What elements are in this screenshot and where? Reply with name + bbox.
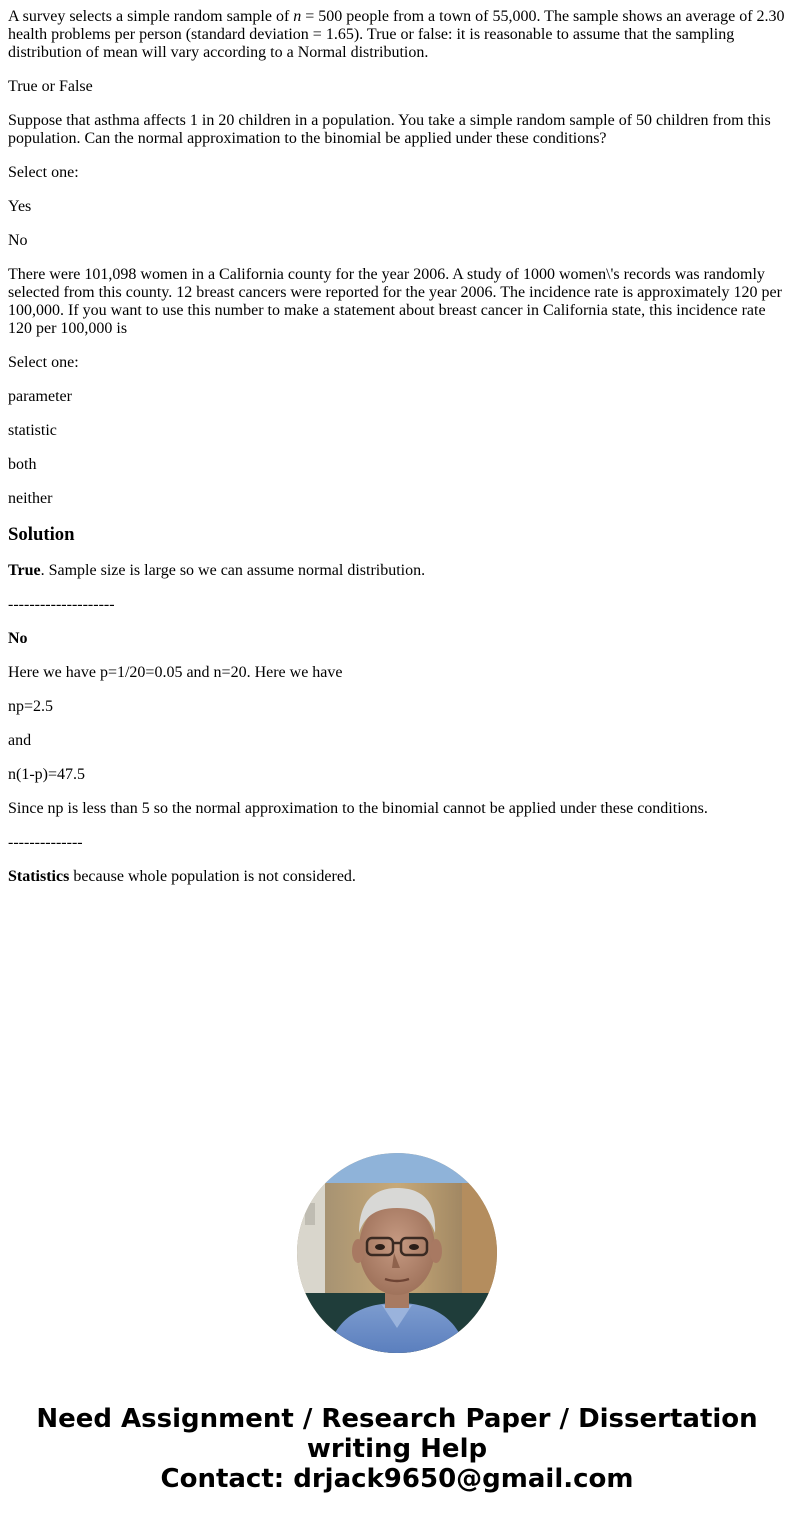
author-avatar: [297, 1153, 497, 1353]
question-2-select-label: Select one:: [8, 164, 79, 181]
question-3-text: There were 101,098 women in a California county for the year 2006. A study of 1000 women\'s records was randomly selected from this county. 12 breast cancers were reported for the year 2006. The incidence rate is approximately 120 per 100,000. If you want to use this number to make a statement about breast cancer in California state, this incidence rate 120 per 100,000 is: [8, 266, 782, 337]
footer-banner: [0, 1404, 794, 1494]
footer-line-1: Need Assignment / Research Paper / Dissertation: [36, 1404, 758, 1434]
answer-2-line-4: n(1-p)=47.5: [8, 766, 86, 783]
question-3-option-statistic: statistic: [8, 422, 57, 439]
question-3-select-label: Select one:: [8, 354, 79, 371]
question-3-option-both: both: [8, 456, 37, 473]
separator-2: --------------: [8, 834, 83, 851]
answer-1: True. Sample size is large so we can assume normal distribution.: [8, 562, 426, 579]
question-2-text: Suppose that asthma affects 1 in 20 children in a population. You take a simple random sample of 50 children from this population. Can the normal approximation to the binomial be applied under these conditions?: [8, 112, 771, 147]
question-3-option-neither: neither: [8, 490, 53, 507]
document-body: [8, 8, 786, 902]
answer-2-line-2: np=2.5: [8, 698, 54, 715]
separator-1: --------------------: [8, 596, 115, 613]
question-2-option-no: No: [8, 232, 28, 249]
question-1-text: A survey selects a simple random sample of n = 500 people from a town of 55,000. The sample shows an average of 2.30 health problems per person (standard deviation = 1.65). True or false: it is reasonable to assume that the sampling distribution of mean will vary according to a Normal distribution.: [8, 8, 785, 61]
author-portrait-icon: [297, 1153, 497, 1353]
question-2-option-yes: Yes: [8, 198, 32, 215]
answer-2-heading: No: [8, 630, 28, 647]
question-3-option-parameter: parameter: [8, 388, 72, 405]
n-symbol: n: [293, 8, 302, 25]
answer-2-line-1: Here we have p=1/20=0.05 and n=20. Here we have: [8, 664, 343, 681]
answer-3: Statistics because whole population is not considered.: [8, 868, 356, 885]
solution-heading: Solution: [8, 524, 75, 545]
footer-line-2: writing Help: [306, 1434, 488, 1464]
question-1-prompt: True or False: [8, 78, 93, 95]
answer-2-line-3: and: [8, 732, 32, 749]
answer-2-line-5: Since np is less than 5 so the normal approximation to the binomial cannot be applied under these conditions.: [8, 800, 708, 817]
footer-contact: Contact: drjack9650@gmail.com: [160, 1464, 634, 1494]
